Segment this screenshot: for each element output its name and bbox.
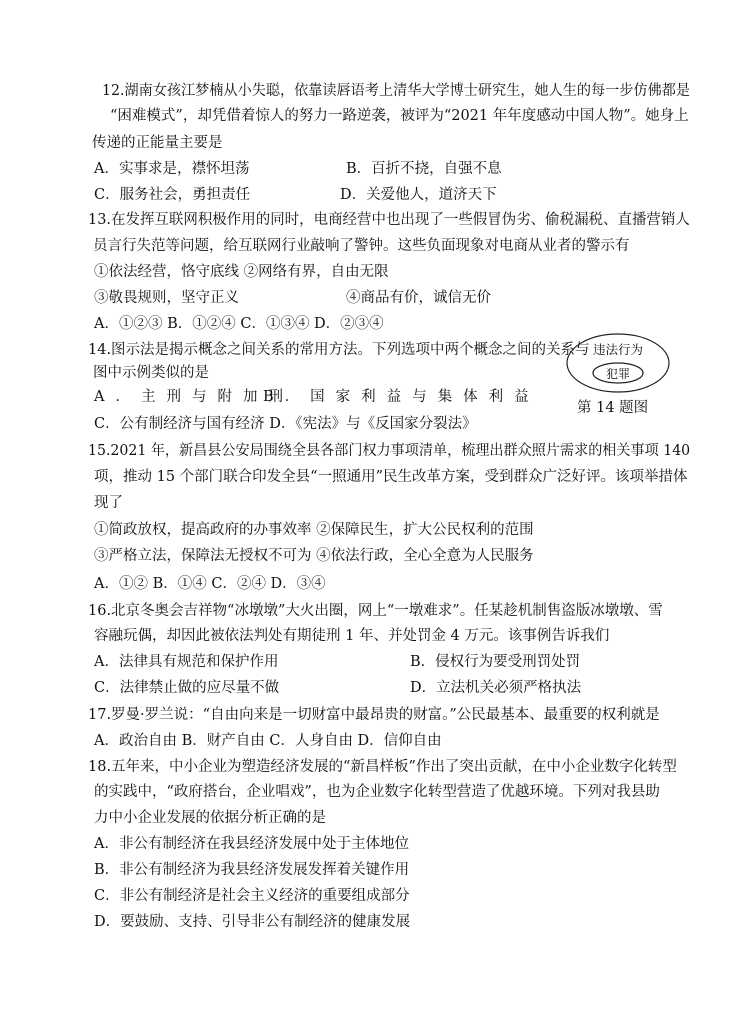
question-12-option-b: B．百折不挠，自强不息 — [346, 161, 502, 177]
question-18-option-a: A．非公有制经济在我县经济发展中处于主体地位 — [94, 836, 409, 852]
question-16-option-d: D．立法机关必须严格执法 — [410, 680, 582, 696]
question-13-line-1: 13.在发挥互联网积极作用的同时，电商经营中也出现了一些假冒伪劣、偷税漏税、直播营销人 — [88, 212, 690, 228]
venn-svg — [562, 330, 674, 396]
question-13-line-2: 员言行失范等问题，给互联网行业敲响了警钟。这些负面现象对电商从业者的警示有 — [93, 238, 630, 254]
question-13-statement-3: ③敬畏规则，坚守正义 — [94, 290, 239, 306]
question-12-option-c: C．服务社会，勇担责任 — [94, 187, 251, 203]
question-14-option-cd: C．公有制经济与国有经济 D．《宪法》与《反国家分裂法》 — [94, 416, 477, 432]
question-17-line-1: 17.罗曼·罗兰说：“自由向来是一切财富中最昂贵的财富。”公民最基本、最重要的权利就是 — [88, 707, 660, 723]
question-18-option-c: C．非公有制经济是社会主义经济的重要组成部分 — [94, 888, 410, 904]
question-18-line-3: 力中小企业发展的依据分析正确的是 — [94, 810, 326, 826]
question-18-option-b: B．非公有制经济为我县经济发展发挥着关键作用 — [94, 862, 410, 878]
question-17-answers: A．政治自由 B．财产自由 C．人身自由 D．信仰自由 — [94, 733, 442, 749]
question-14-option-a: A．主刑与附加刑 — [94, 389, 294, 405]
question-15-line-2: 项，推动 15 个部门联合印发全县“一照通用”民生改革方案，受到群众广泛好评。该项举措体 — [94, 469, 688, 485]
figure-caption: 第 14 题图 — [577, 400, 649, 416]
outer-label: 违法行为 — [592, 342, 644, 357]
question-14-line-2: 图中示例类似的是 — [93, 365, 209, 381]
question-12-line-2: “困难模式”，却凭借着惊人的努力一路逆袭，被评为“2021 年年度感动中国人物”。她身上 — [110, 108, 689, 124]
question-16-option-c: C．法律禁止做的应尽量不做 — [94, 680, 280, 696]
question-13-statement-4: ④商品有价，诚信无价 — [346, 290, 491, 306]
question-13-answers: A．①②③ B．①②④ C．①③④ D．②③④ — [94, 316, 384, 332]
question-15-line-1: 15.2021 年，新昌县公安局围绕全县各部门权力事项清单，梳理出群众照片需求的相关事项 140 — [88, 443, 691, 459]
question-16-line-2: 容融玩偶，却因此被依法判处有期徒刑 1 年、并处罚金 4 万元。该事例告诉我们 — [94, 628, 610, 644]
question-12-option-a: A．实事求是，襟怀坦荡 — [94, 161, 250, 177]
question-18-option-d: D．要鼓励、支持、引导非公有制经济的健康发展 — [94, 914, 411, 930]
question-12-line-3: 传递的正能量主要是 — [92, 135, 223, 151]
question-18-line-2: 的实践中，“政府搭台，企业唱戏”，也为企业数字化转型营造了优越环境。下列对我县助 — [94, 784, 660, 800]
question-12-option-d: D．关爱他人，道济天下 — [340, 187, 497, 203]
question-12-line-1: 12.湖南女孩江梦楠从小失聪，依靠读唇语考上清华大学博士研究生，她人生的每一步仿佛都是 — [102, 83, 690, 99]
question-16-option-a: A．法律具有规范和保护作用 — [94, 654, 279, 670]
question-14-line-1: 14.图示法是揭示概念之间关系的常用方法。下列选项中两个概念之间的关系与 — [88, 342, 590, 358]
question-13-statement-1: ①依法经营，恪守底线 ②网络有界，自由无限 — [94, 264, 389, 280]
question-15-answers: A．①② B．①④ C．②④ D．③④ — [94, 576, 326, 592]
question-15-statement-1: ①简政放权，提高政府的办事效率 ②保障民生，扩大公民权利的范围 — [94, 522, 534, 538]
question-16-option-b: B．侵权行为要受刑罚处罚 — [410, 654, 581, 670]
question-15-line-3: 现了 — [94, 495, 123, 511]
question-14-option-b: B．国家利益与集体利益 — [263, 389, 540, 405]
question-15-statement-2: ③严格立法，保障法无授权不可为 ④依法行政，全心全意为人民服务 — [94, 548, 534, 564]
inner-label: 犯罪 — [605, 367, 631, 381]
question-16-line-1: 16.北京冬奥会吉祥物“冰墩墩”大火出圈，网上“一墩难求”。任某趁机制售盗版冰墩墩、雪 — [88, 603, 663, 619]
question-18-line-1: 18.五年来，中小企业为塑造经济发展的“新昌样板”作出了突出贡献，在中小企业数字化转型 — [88, 759, 677, 775]
